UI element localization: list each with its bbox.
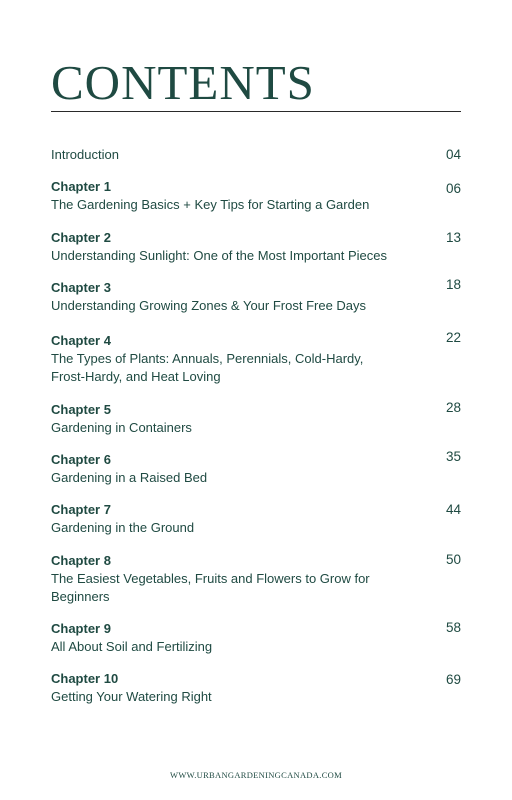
toc-entry-chapter-5[interactable] <box>51 401 461 437</box>
toc-entry-text: Introduction <box>51 147 119 162</box>
toc-entry-chapter-10[interactable] <box>51 670 461 706</box>
toc-entry-chapter-6[interactable] <box>51 451 461 487</box>
toc-entry-text: The Gardening Basics + Key Tips for Starting a Garden <box>51 197 370 212</box>
toc-entry-text: The Easiest Vegetables, Fruits and Flowers to Grow for Beginners <box>51 571 370 604</box>
toc-page-number: 35 <box>445 449 461 464</box>
toc-chapter-label: Chapter 5 <box>51 402 111 417</box>
toc-entry-chapter-4[interactable] <box>51 332 461 386</box>
toc-entry-text: Understanding Sunlight: One of the Most Important Pieces <box>51 248 388 263</box>
toc-page-number: 13 <box>445 230 461 245</box>
toc-chapter-label: Chapter 3 <box>51 280 111 295</box>
toc-entry-chapter-2[interactable] <box>51 229 461 265</box>
toc-chapter-label: Chapter 6 <box>51 452 111 467</box>
toc-entry-text: The Types of Plants: Annuals, Perennials, Cold-Hardy, Frost-Hardy, and Heat Loving <box>51 351 364 384</box>
page-title: CONTENTS <box>51 55 315 110</box>
toc-chapter-label: Chapter 10 <box>51 671 119 686</box>
toc-entry-text: Gardening in the Ground <box>51 520 195 535</box>
toc-page-number: 69 <box>445 672 461 687</box>
toc-page-number: 04 <box>445 147 461 162</box>
toc-entry-chapter-9[interactable] <box>51 620 461 656</box>
footer-url[interactable]: WWW.URBANGARDENINGCANADA.COM <box>170 770 342 780</box>
toc-entry-text: Getting Your Watering Right <box>51 689 212 704</box>
toc-page-number: 44 <box>445 502 461 517</box>
toc-page-number: 22 <box>445 330 461 345</box>
toc-chapter-label: Chapter 4 <box>51 333 111 348</box>
toc-entry-text: All About Soil and Fertilizing <box>51 639 213 654</box>
toc-page-number: 58 <box>445 620 461 635</box>
toc-page-number: 50 <box>445 552 461 567</box>
toc-page-number: 06 <box>445 181 461 196</box>
toc-entry-chapter-7[interactable] <box>51 501 461 537</box>
toc-entry-chapter-8[interactable] <box>51 552 461 606</box>
title-divider <box>51 111 461 112</box>
toc-entry-chapter-3[interactable] <box>51 279 461 315</box>
toc-entry-text: Gardening in a Raised Bed <box>51 470 208 485</box>
toc-chapter-label: Chapter 8 <box>51 553 111 568</box>
toc-entry-introduction[interactable] <box>51 146 461 164</box>
toc-entry-text: Gardening in Containers <box>51 420 192 435</box>
toc-chapter-label: Chapter 7 <box>51 502 111 517</box>
toc-page-number: 18 <box>445 277 461 292</box>
toc-entry-chapter-1[interactable] <box>51 178 461 214</box>
toc-chapter-label: Chapter 1 <box>51 179 111 194</box>
toc-entry-text: Understanding Growing Zones & Your Frost Free Days <box>51 298 367 313</box>
toc-chapter-label: Chapter 2 <box>51 230 111 245</box>
toc-chapter-label: Chapter 9 <box>51 621 111 636</box>
toc-page-number: 28 <box>445 400 461 415</box>
